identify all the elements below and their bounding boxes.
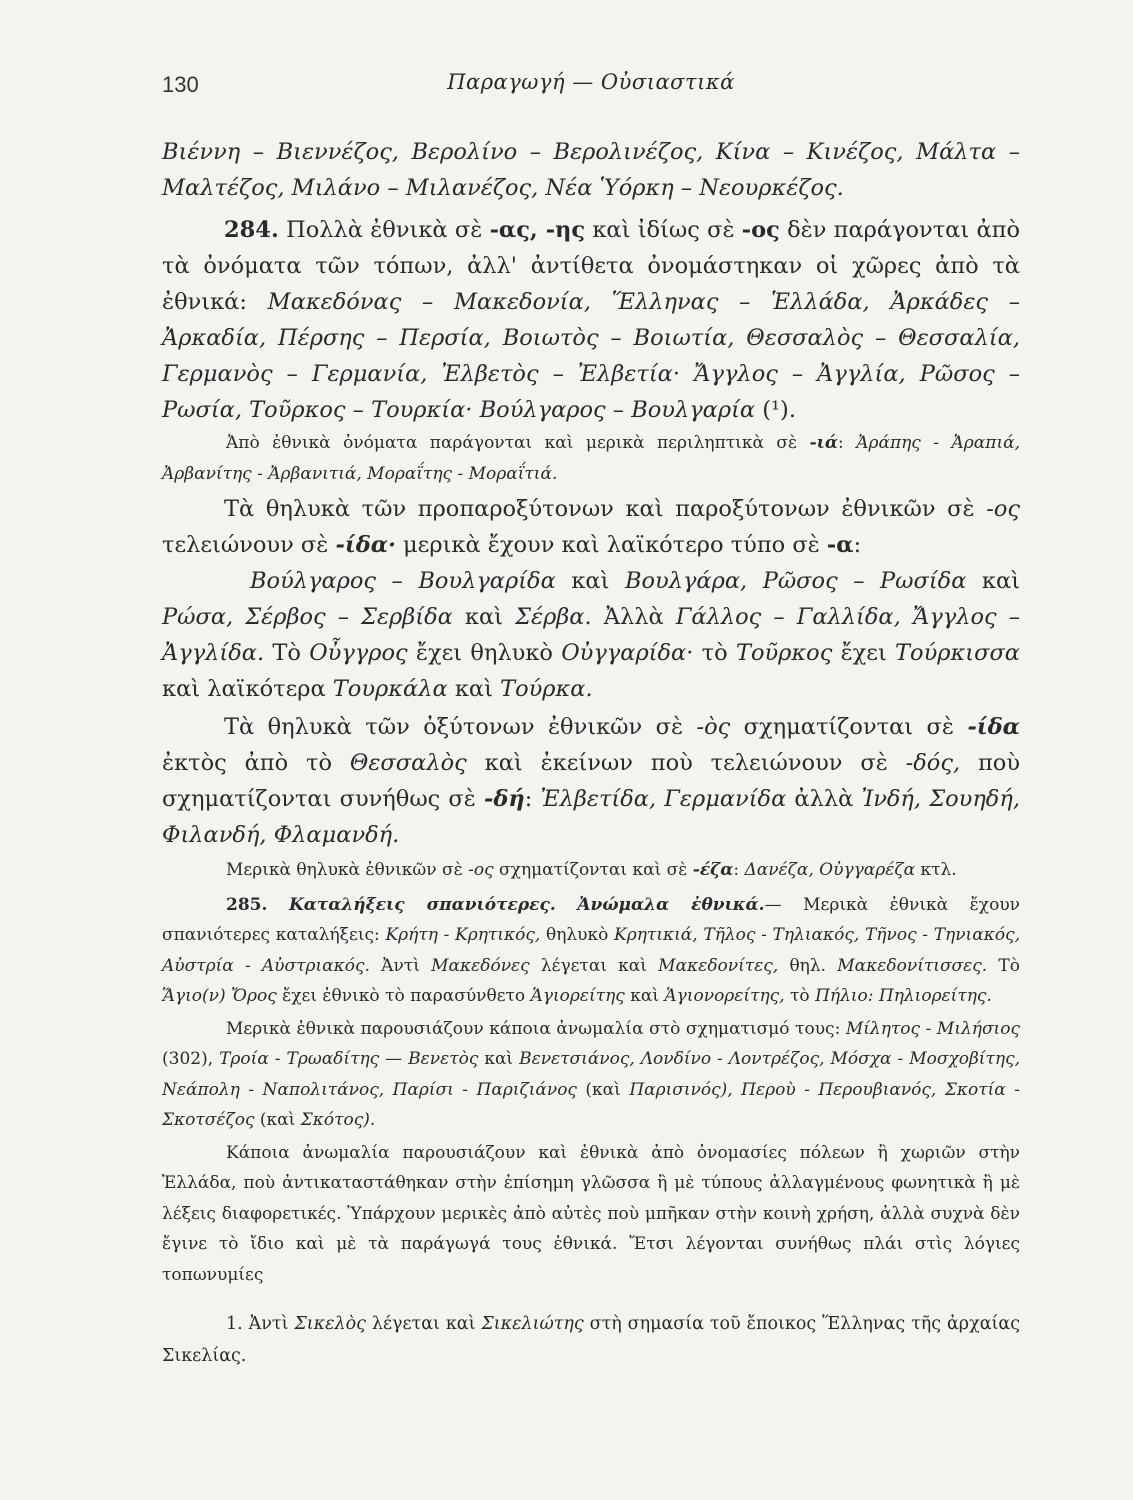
footnote: 1. Ἀντὶ Σικελὸς λέγεται καὶ Σικελιώτης στὴ σημασία τοῦ ἔποικος Ἕλληνας τῆς ἀρχαίας Σικελίας. — [162, 1314, 1020, 1366]
section-284: 284. Πολλὰ ἐθνικὰ σὲ -ας, -ης καὶ ἰδίως σὲ -ος δὲν παράγονται ἀπὸ τὰ ὀνόματα τῶν τόπων, ἀλλ' ἀντίθετα ὀνομάστηκαν οἱ χῶρες ἀπὸ τὰ ἐθνικά: Μακεδόνας – Μακεδονία, Ἕλληνας – Ἑλλάδα, Ἀρκάδες – Ἀρκαδία, Πέρσης – Περσία, Βοιωτὸς – Βοιωτία, Θεσσαλὸς – Θεσσαλία, Γερμανὸς – Γερμανία, Ἐλβετὸς – Ἐλβετία· Ἄγγλος – Ἀγγλία, Ρῶσος – Ρωσία, Τοῦρκος – Τουρκία· Βούλγαρος – Βουλγαρία (¹). — [162, 217, 1020, 423]
paragraph-intro: Βιέννη – Βιεννέζος, Βερολίνο – Βερολινέζος, Κίνα – Κινέζος, Μάλτα – Μαλτέζος, Μιλάνο – Μιλανέζος, Νέα Ὑόρκη – Νεουρκέζος. — [162, 139, 1020, 201]
paragraph-feminine-2: Τὰ θηλυκὰ τῶν ὀξύτονων ἐθνικῶν σὲ -ὸς σχηματίζονται σὲ -ίδα ἐκτὸς ἀπὸ τὸ Θεσσαλὸς καὶ ἐκείνων ποὺ τελειώνουν σὲ -δός, ποὺ σχηματίζονται συνήθως σὲ -δή: Ἐλβετίδα, Γερμανίδα ἀλλὰ Ἰνδή, Σουηδή, Φιλανδή, Φλαμανδή. — [162, 714, 1021, 848]
section-number-285: 285. — [226, 894, 268, 915]
paragraph-anomaly-2: Κάποια ἀνωμαλία παρουσιάζουν καὶ ἐθνικὰ ἀπὸ ὀνομασίες πόλεων ἢ χωριῶν στὴν Ἑλλάδα, ποὺ ἀντικαταστάθηκαν στὴν ἐπίσημη γλῶσσα ἢ μὲ τύπους ἀλλαγμένους φωνητικὰ ἢ μὲ λέξεις διαφορετικές. Ὑπάρχουν μερικὲς ἀπὸ αὐτὲς ποὺ μπῆκαν στὴν κοινὴ χρήση, ἀλλὰ συχνὰ δὲν ἔγινε τὸ ἴδιο καὶ μὲ τὰ παράγωγά τους ἐθνικά. Ἔτσι λέγονται συνήθως πλάι στὶς λόγιες τοπωνυμίες — [162, 1142, 1020, 1285]
page-number: 130 — [162, 72, 199, 97]
footnote-ref: (¹). — [755, 397, 796, 423]
paragraph-feminine-2-note: Μερικὰ θηλυκὰ ἐθνικῶν σὲ -ος σχηματίζονται καὶ σὲ -έζα: Δανέζα, Οὐγγαρέζα κτλ. — [226, 860, 957, 880]
section-284-note: Ἀπὸ ἐθνικὰ ὀνόματα παράγονται καὶ μερικὰ περιληπτικὰ σὲ -ιά: Ἀράπης - Ἀραπιά, Ἀρβανίτης - Ἀρβανιτιά, Μοραΐτης - Μοραΐτιά. — [162, 433, 1020, 484]
paragraph-feminine-1: Τὰ θηλυκὰ τῶν προπαροξύτονων καὶ παροξύτονων ἐθνικῶν σὲ -ος τελειώνουν σὲ -ίδα· μερικὰ ἔχουν καὶ λαϊκότερο τύπο σὲ -α: — [162, 496, 1020, 558]
section-number-284: 284. — [224, 217, 279, 243]
paragraph-feminine-1-examples: Βούλγαρος – Βουλγαρίδα καὶ Βουλγάρα, Ρῶσος – Ρωσίδα καὶ Ρώσα, Σέρβος – Σερβίδα καὶ Σέρβα. Ἀλλὰ Γάλλος – Γαλλίδα, Ἄγγλος – Ἀγγλίδα. Τὸ Οὖγγρος ἔχει θηλυκὸ Οὐγγαρίδα· τὸ Τοῦρκος ἔχει Τούρκισσα καὶ λαϊκότερα Τουρκάλα καὶ Τούρκα. — [162, 568, 1021, 702]
footnote-number: 1. — [226, 1314, 243, 1334]
page-body — [162, 134, 1020, 1372]
running-title: Παραγωγή — Οὐσιαστικά — [447, 70, 735, 94]
section-285-subheading: Ἀνώμαλα ἐθνικά. — [577, 894, 765, 915]
page-header — [162, 70, 1020, 110]
paragraph-anomaly-1: Μερικὰ ἐθνικὰ παρουσιάζουν κάποια ἀνωμαλία στὸ σχηματισμό τους: Μίλητος - Μιλήσιος (302), Τροία - Τρωαδίτης — Βενετὸς καὶ Βενετσιάνος, Λονδίνο - Λοντρέζος, Μόσχα - Μοσχοβίτης, Νεάπολη - Ναπολιτάνος, Παρίσι - Παριζιάνος (καὶ Παρισινός), Περοὺ - Περουβιανός, Σκοτία - Σκοτσέζος (καὶ Σκότος). — [162, 1018, 1020, 1130]
book-page — [162, 70, 1020, 1372]
section-285-heading: Καταλήξεις σπανιότερες. — [288, 894, 556, 915]
section-285: 285. Καταλήξεις σπανιότερες. Ἀνώμαλα ἐθνικά.— Μερικὰ ἐθνικὰ ἔχουν σπανιότερες καταλήξεις: Κρήτη - Κρητικός, θηλυκὸ Κρητικιά, Τῆλος - Τηλιακός, Τῆνος - Τηνιακός, Αὐστρία - Αὐστριακός. Ἀντὶ Μακεδόνες λέγεται καὶ Μακεδονίτες, θηλ. Μακεδονίτισσες. Τὸ Ἅγιο(ν) Ὄρος ἔχει ἐθνικὸ τὸ παρασύνθετο Ἁγιορείτης καὶ Ἁγιονορείτης, τὸ Πήλιο: Πηλιορείτης. — [162, 894, 1021, 1006]
